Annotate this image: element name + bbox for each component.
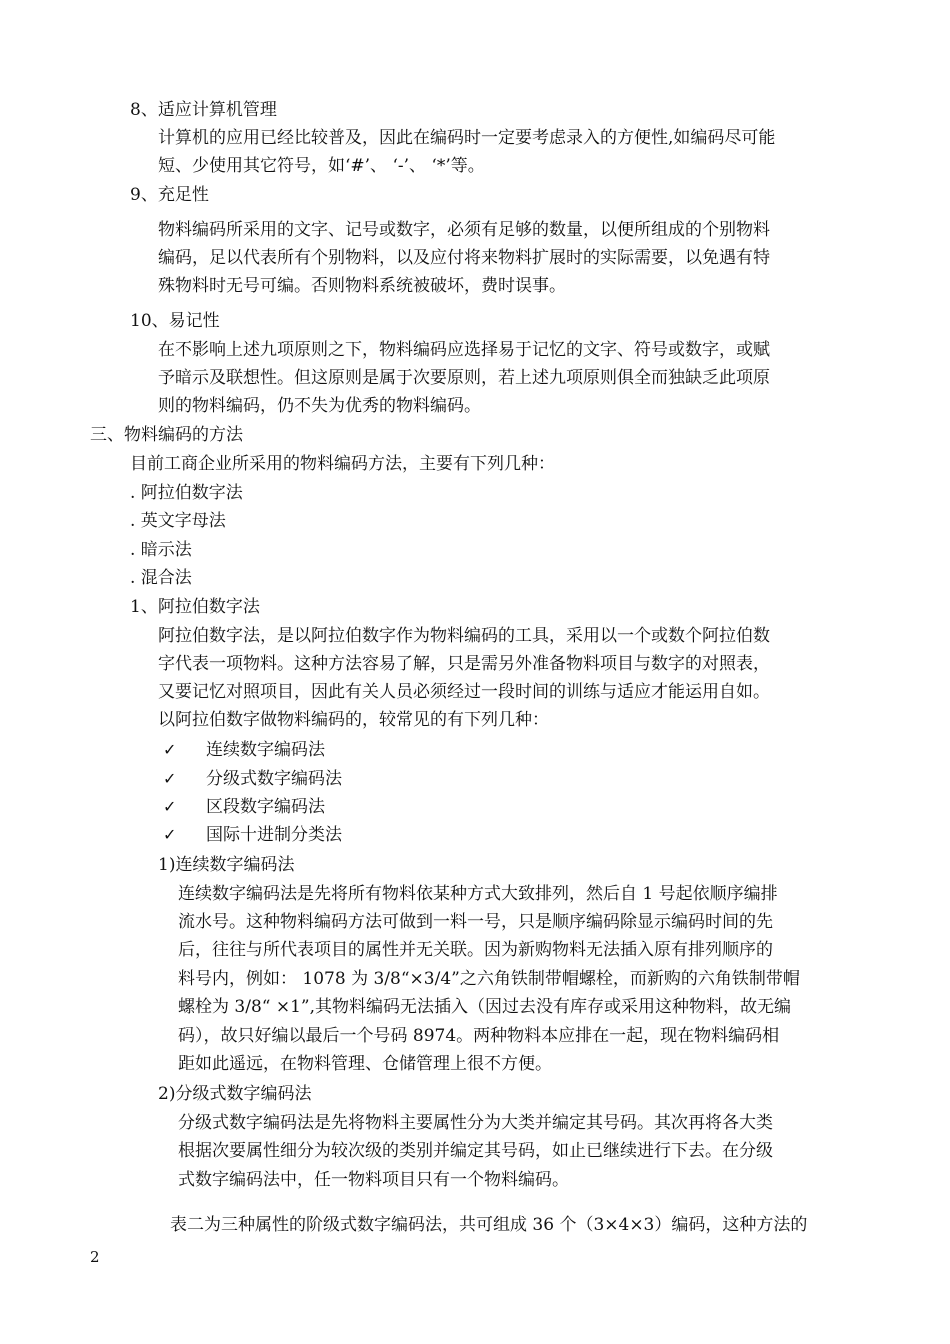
checklist-item: 分级式数字编码法	[206, 769, 342, 789]
method-list-item: . 英文字母法	[130, 511, 226, 531]
checkmark-icon: ✓	[163, 797, 177, 816]
hierarchical-coding-text-line: 根据次要属性细分为较次级的类别并编定其号码，如止已继续进行下去。在分级	[178, 1141, 773, 1161]
arabic-method-text-line: 字代表一项物料。这种方法容易了解，只是需另外准备物料项目与数字的对照表，	[158, 654, 770, 674]
hierarchical-coding-text-line: 式数字编码法中，任一物料项目只有一个物料编码。	[178, 1170, 569, 1190]
section-3-intro: 目前工商企业所采用的物料编码方法，主要有下列几种：	[130, 454, 555, 474]
closing-paragraph-line: 表二为三种属性的阶级式数字编码法，共可组成 36 个（3×4×3）编码，这种方法的	[170, 1215, 808, 1235]
section-8-heading: 8、适应计算机管理	[130, 100, 277, 120]
section-8-text-line: 短、少使用其它符号，如‘#’、 ‘-’、 ‘*’等。	[158, 156, 485, 176]
section-10-text-line: 予暗示及联想性。但这原则是属于次要原则，若上述九项原则俱全而独缺乏此项原	[158, 368, 770, 388]
sequential-coding-text-line: 连续数字编码法是先将所有物料依某种方式大致排列，然后自 1 号起依顺序编排	[178, 884, 778, 904]
arabic-method-text-line: 以阿拉伯数字做物料编码的，较常见的有下列几种：	[158, 710, 549, 730]
sequential-coding-text-line: 料号内，例如： 1078 为 3/8“×3/4”之六角铁制带帽螺栓，而新购的六角铁制带帽	[178, 969, 800, 989]
checkmark-icon: ✓	[163, 769, 177, 788]
arabic-method-heading: 1、阿拉伯数字法	[130, 597, 260, 617]
arabic-method-text-line: 阿拉伯数字法，是以阿拉伯数字作为物料编码的工具，采用以一个或数个阿拉伯数	[158, 626, 770, 646]
sequential-coding-text-line: 码），故只好编以最后一个号码 8974。两种物料本应排在一起，现在物料编码相	[178, 1026, 780, 1046]
section-8-text-line: 计算机的应用已经比较普及，因此在编码时一定要考虑录入的方便性,如编码尽可能	[158, 128, 776, 148]
sequential-coding-heading: 1)连续数字编码法	[158, 855, 295, 875]
sequential-coding-text-line: 流水号。这种物料编码方法可做到一料一号，只是顺序编码除显示编码时间的先	[178, 912, 773, 932]
section-9-heading: 9、充足性	[130, 185, 209, 205]
checkmark-icon: ✓	[163, 740, 177, 759]
section-10-text-line: 在不影响上述九项原则之下，物料编码应选择易于记忆的文字、符号或数字，或赋	[158, 340, 770, 360]
section-9-text-line: 殊物料时无号可编。否则物料系统被破坏，费时误事。	[158, 276, 566, 296]
checklist-item: 区段数字编码法	[206, 797, 325, 817]
checklist-item: 连续数字编码法	[206, 740, 325, 760]
arabic-method-text-line: 又要记忆对照项目，因此有关人员必须经过一段时间的训练与适应才能运用自如。	[158, 682, 770, 702]
section-9-text-line: 编码，足以代表所有个别物料，以及应付将来物料扩展时的实际需要，以免遇有特	[158, 248, 770, 268]
method-list-item: . 阿拉伯数字法	[130, 483, 243, 503]
hierarchical-coding-text-line: 分级式数字编码法是先将物料主要属性分为大类并编定其号码。其次再将各大类	[178, 1113, 773, 1133]
sequential-coding-text-line: 后，往往与所代表项目的属性并无关联。因为新购物料无法插入原有排列顺序的	[178, 940, 773, 960]
hierarchical-coding-heading: 2)分级式数字编码法	[158, 1084, 312, 1104]
section-3-heading: 三、物料编码的方法	[90, 425, 243, 445]
checklist-item: 国际十进制分类法	[206, 825, 342, 845]
sequential-coding-text-line: 距如此遥远，在物料管理、仓储管理上很不方便。	[178, 1054, 552, 1074]
sequential-coding-text-line: 螺栓为 3/8“ ×1”,其物料编码无法插入（因过去没有库存或采用这种物料，故无编	[178, 997, 792, 1017]
method-list-item: . 暗示法	[130, 540, 192, 560]
method-list-item: . 混合法	[130, 568, 192, 588]
section-9-text-line: 物料编码所采用的文字、记号或数字，必须有足够的数量，以便所组成的个别物料	[158, 220, 770, 240]
page-number: 2	[90, 1248, 100, 1266]
section-10-heading: 10、易记性	[130, 311, 220, 331]
section-10-text-line: 则的物料编码，仍不失为优秀的物料编码。	[158, 396, 481, 416]
checkmark-icon: ✓	[163, 825, 177, 844]
